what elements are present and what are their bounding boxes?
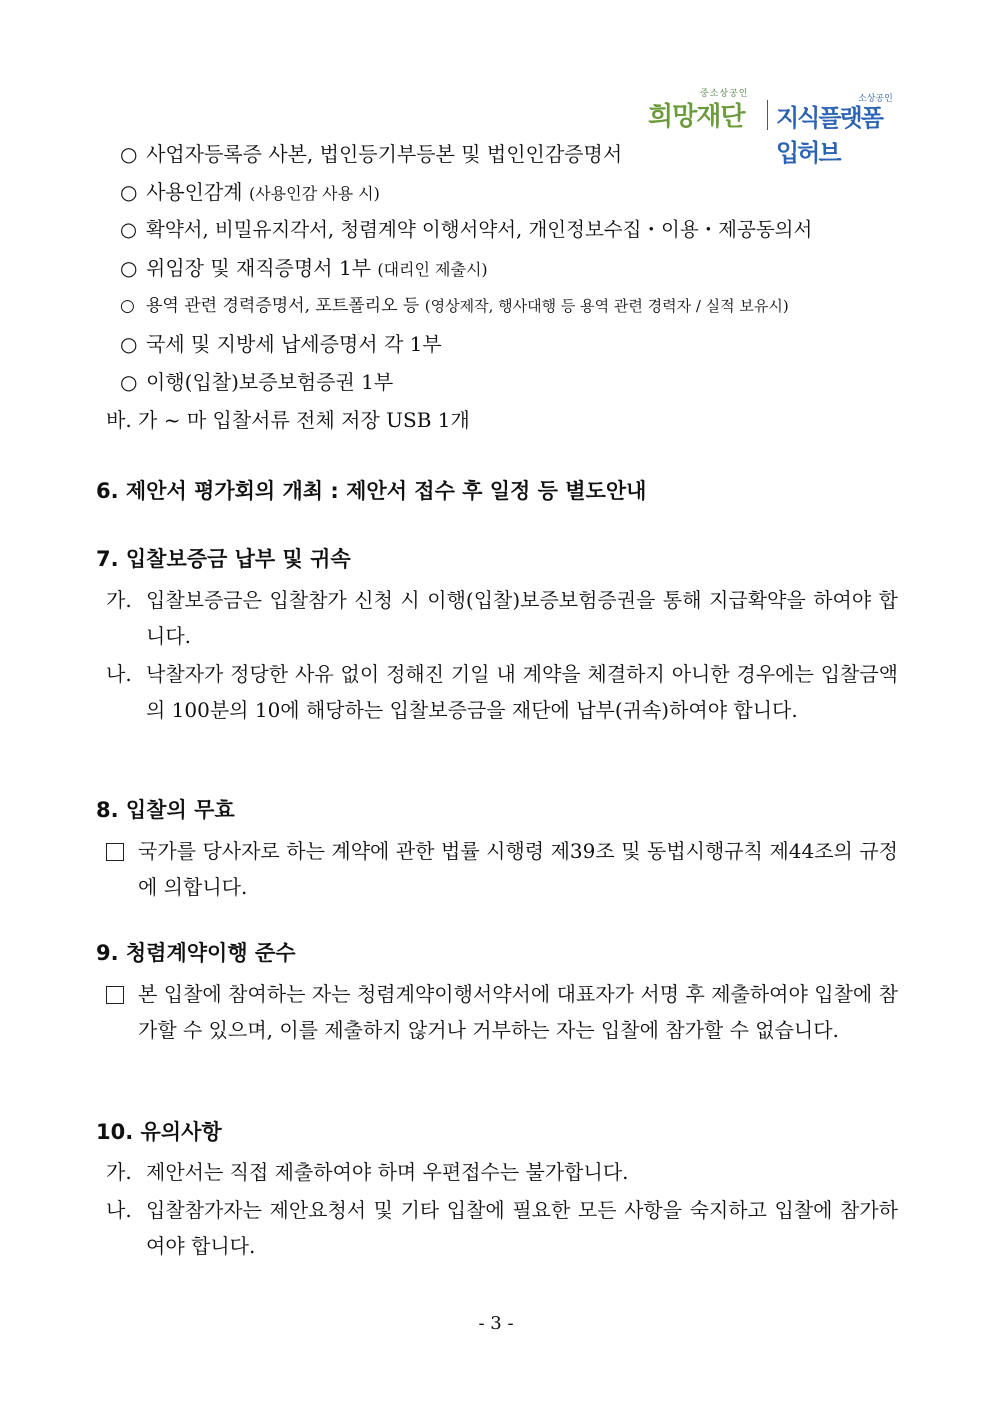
list-item: ○ 국세 및 지방세 납세증명서 각 1부 [120, 332, 442, 356]
section-7-item-ga: 가. 입찰보증금은 입찰참가 신청 시 이행(입찰)보증보험증권을 통해 지급확약을 하여야 합니다. [106, 588, 898, 648]
header-logo [648, 86, 898, 167]
logo-brand-2: 지식플랫폼 입허브 [776, 104, 882, 167]
section-10-heading: 10. 유의사항 [96, 1120, 222, 1144]
list-item: ○ 확약서, 비밀유지각서, 청렴계약 이행서약서, 개인정보수집・이용・제공동의서 [120, 218, 813, 241]
list-item: ○ 이행(입찰)보증보험증권 1부 [120, 370, 394, 394]
list-item: ○ 사용인감계 (사용인감 사용 시) [120, 180, 380, 204]
section-9-body: 본 입찰에 참여하는 자는 청렴계약이행서약서에 대표자가 서명 후 제출하여야 입찰에 참가할 수 있으며, 이를 제출하지 않거나 거부하는 자는 입찰에 참가할 수 없습니다. [106, 976, 898, 1048]
section-8-body: 국가를 당사자로 하는 계약에 관한 법률 시행령 제39조 및 동법시행규칙 제44조의 규정에 의합니다. [106, 833, 898, 905]
logo-brand-1: 희망재단 [648, 102, 745, 132]
section-6-heading: 6. 제안서 평가회의 개최 : 제안서 접수 후 일정 등 별도안내 [96, 479, 647, 503]
checkbox-icon [106, 843, 124, 861]
list-item: ○ 위임장 및 재직증명서 1부 (대리인 제출시) [120, 256, 488, 280]
list-item: ○ 사업자등록증 사본, 법인등기부등본 및 법인인감증명서 [120, 142, 623, 166]
logo-divider [767, 100, 768, 130]
checkbox-icon [106, 986, 124, 1004]
section-10-item-na: 나. 입찰참가자는 제안요청서 및 기타 입찰에 필요한 모든 사항을 숙지하고 입찰에 참가하여야 합니다. [106, 1198, 898, 1258]
section-8-heading: 8. 입찰의 무효 [96, 798, 235, 822]
list-item: ○ 용역 관련 경력증명서, 포트폴리오 등 (영상제작, 행사대행 등 용역 관련 경력자 / 실적 보유시) [120, 296, 789, 316]
logo-subtitle-1: 중소상공인 [700, 89, 749, 99]
list-item-ba: 바. 가 ~ 마 입찰서류 전체 저장 USB 1개 [106, 408, 470, 432]
section-7-item-na: 나. 낙찰자가 정당한 사유 없이 정해진 기일 내 계약을 체결하지 아니한 경우에는 입찰금액의 100분의 10에 해당하는 입찰보증금을 재단에 납부(귀속)하여야 합니다. [106, 662, 898, 722]
page-number: - 3 - [478, 1313, 514, 1334]
logo-subtitle-2: 소상공인 [858, 94, 893, 104]
section-7-heading: 7. 입찰보증금 납부 및 귀속 [96, 547, 351, 571]
section-9-heading: 9. 청렴계약이행 준수 [96, 941, 296, 965]
section-10-item-ga: 가. 제안서는 직접 제출하여야 하며 우편접수는 불가합니다. [106, 1160, 629, 1184]
